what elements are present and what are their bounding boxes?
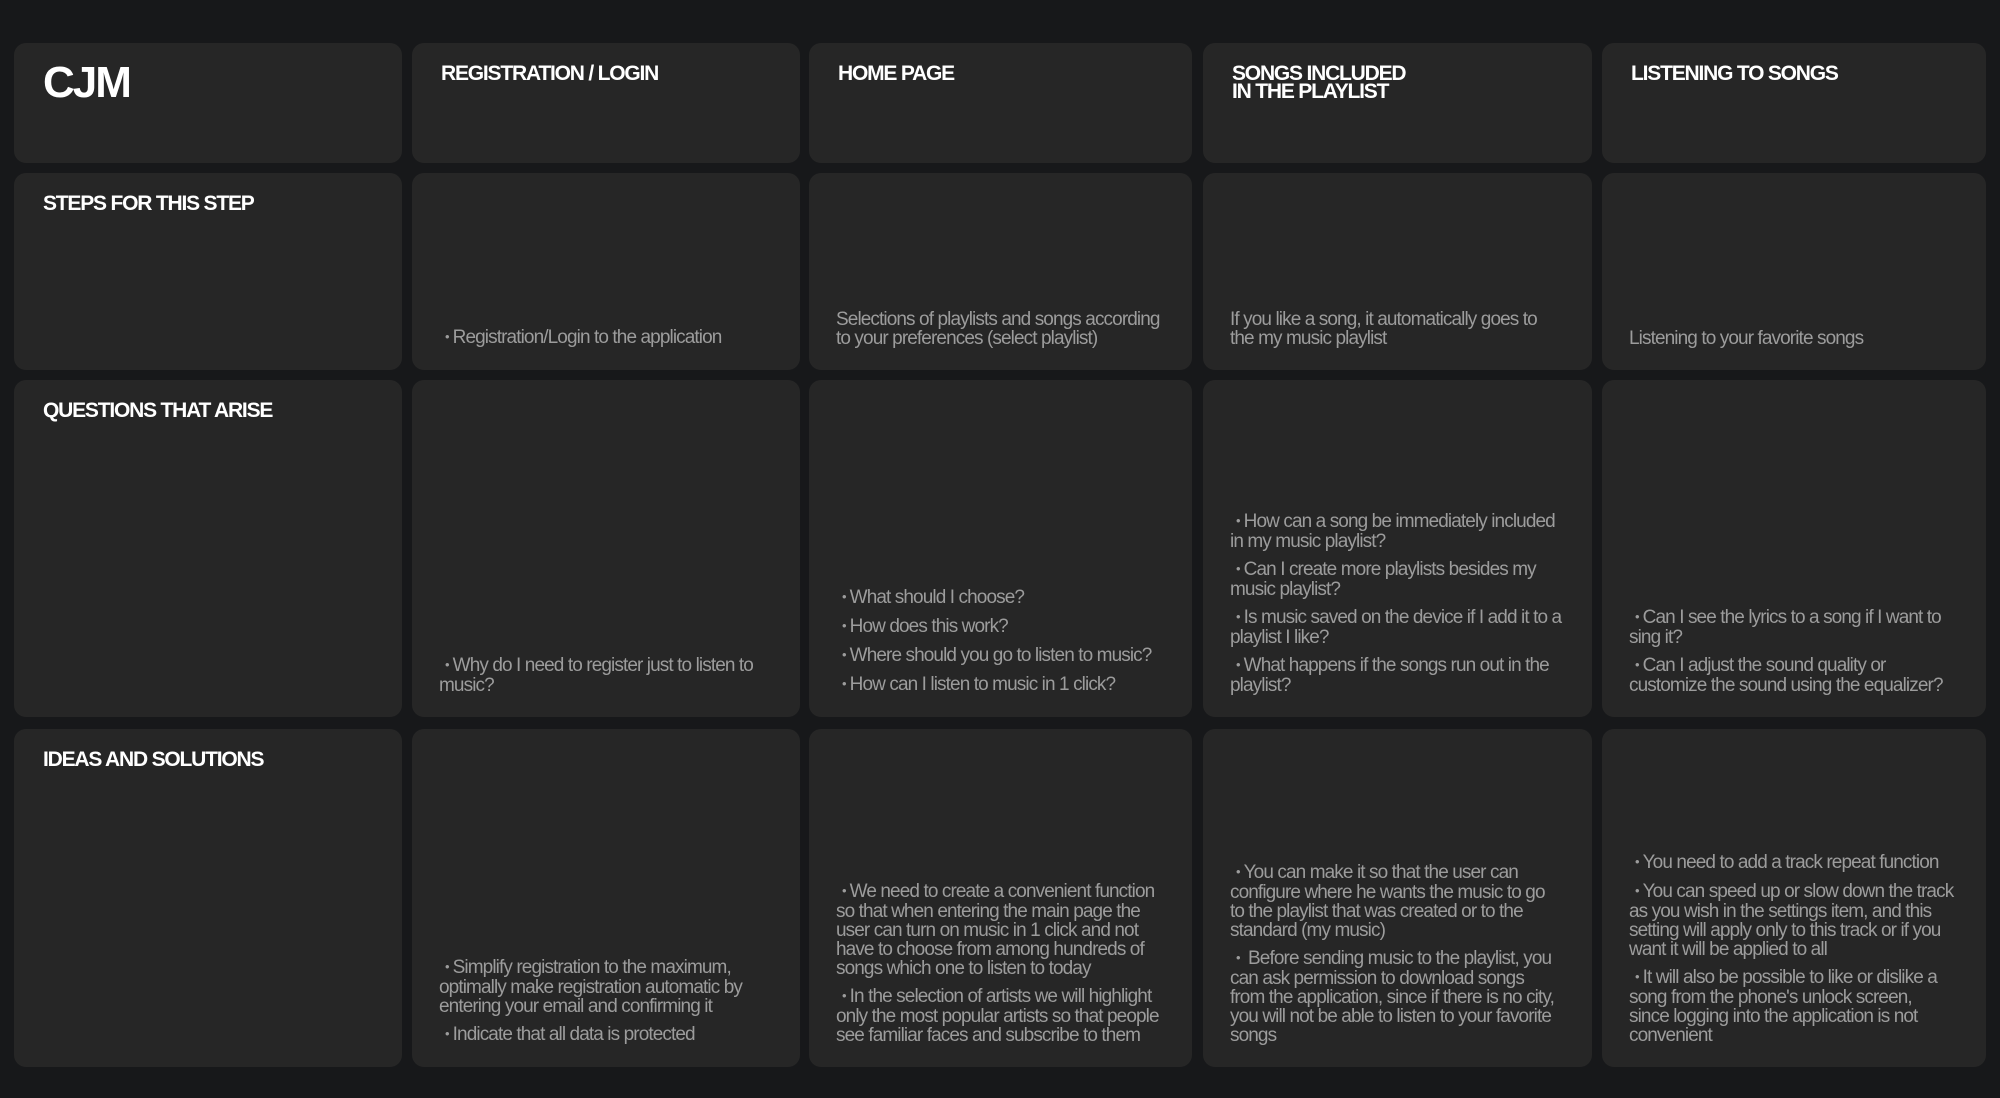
list-item: • Indicate that all data is protected xyxy=(439,1025,770,1045)
steps-content-listening xyxy=(1629,329,1956,348)
steps-cell-home xyxy=(809,173,1192,370)
list-item: • Can I create more playlists besides my music playlist? xyxy=(1230,560,1562,599)
header-cell-songs xyxy=(1203,43,1592,163)
stage-title-registration: REGISTRATION / LOGIN xyxy=(441,62,659,85)
questions-content-registration xyxy=(439,656,770,695)
stage-title-listening: LISTENING TO SONGS xyxy=(1631,62,1838,85)
questions-content-home xyxy=(836,588,1162,695)
questions-cell-songs xyxy=(1203,380,1592,717)
steps-content-registration xyxy=(439,328,770,348)
step-text: If you like a song, it automatically goes to the my music playlist xyxy=(1230,309,1537,349)
list-item: • How can a song be immediately included in my music playlist? xyxy=(1230,512,1562,551)
list-item: • You need to add a track repeat function xyxy=(1629,853,1956,873)
steps-cell-registration xyxy=(412,173,800,370)
ideas-content-songs xyxy=(1230,863,1562,1045)
steps-cell-songs xyxy=(1203,173,1592,370)
list-item: • How can I listen to music in 1 click? xyxy=(836,675,1162,695)
stage-title-home: HOME PAGE xyxy=(838,62,954,85)
questions-cell-registration xyxy=(412,380,800,717)
list-item: • We need to create a convenient function so that when entering the main page the user can turn on music in 1 click and not have to choose from among hundreds of songs which one to listen to today xyxy=(836,882,1162,978)
list-item: • It will also be possible to like or dislike a song from the phone's unlock screen, since logging into the application is not convenient xyxy=(1629,968,1956,1045)
ideas-cell-listening xyxy=(1602,729,1986,1067)
steps-label: STEPS FOR THIS STEP xyxy=(43,192,254,215)
questions-content-listening xyxy=(1629,608,1956,695)
list-item: • You can make it so that the user can configure where he wants the music to go to the playlist that was created or to the standard (my music) xyxy=(1230,863,1562,940)
row-label-ideas xyxy=(14,729,402,1067)
stage-title-songs: SONGS INCLUDED IN THE PLAYLIST xyxy=(1232,62,1406,103)
header-cell-listening xyxy=(1602,43,1986,163)
questions-label: QUESTIONS THAT ARISE xyxy=(43,399,273,422)
list-item: • You can speed up or slow down the track as you wish in the settings item, and this setting will apply only to this track or if you want it will be applied to all xyxy=(1629,882,1956,959)
header-cell-home xyxy=(809,43,1192,163)
list-item: • Can I adjust the sound quality or customize the sound using the equalizer? xyxy=(1629,656,1956,695)
ideas-content-registration xyxy=(439,958,770,1045)
ideas-content-home xyxy=(836,882,1162,1045)
list-item: • Is music saved on the device if I add it to a playlist I like? xyxy=(1230,608,1562,647)
header-cell-cjm xyxy=(14,43,402,163)
questions-cell-home xyxy=(809,380,1192,717)
step-text: Listening to your favorite songs xyxy=(1629,328,1864,349)
ideas-content-listening xyxy=(1629,853,1956,1045)
questions-cell-listening xyxy=(1602,380,1986,717)
step-text: Selections of playlists and songs according to your preferences (select playlist) xyxy=(836,309,1160,349)
list-item: • What should I choose? xyxy=(836,588,1162,608)
ideas-cell-songs xyxy=(1203,729,1592,1067)
list-item: • What happens if the songs run out in the playlist? xyxy=(1230,656,1562,695)
ideas-cell-registration xyxy=(412,729,800,1067)
list-item: • In the selection of artists we will highlight only the most popular artists so that people see familiar faces and subscribe to them xyxy=(836,987,1162,1045)
list-item: • Where should you go to listen to music? xyxy=(836,646,1162,666)
list-item: • Registration/Login to the application xyxy=(439,328,770,348)
steps-content-home xyxy=(836,310,1162,348)
row-label-steps xyxy=(14,173,402,370)
questions-content-songs xyxy=(1230,512,1562,695)
ideas-label: IDEAS AND SOLUTIONS xyxy=(43,748,264,771)
list-item: • Why do I need to register just to listen to music? xyxy=(439,656,770,695)
row-label-questions xyxy=(14,380,402,717)
list-item: • How does this work? xyxy=(836,617,1162,637)
steps-cell-listening xyxy=(1602,173,1986,370)
list-item: • Before sending music to the playlist, you can ask permission to download songs from the application, since if there is no city, you will not be able to listen to your favorite songs xyxy=(1230,949,1562,1045)
steps-content-songs xyxy=(1230,310,1562,348)
ideas-cell-home xyxy=(809,729,1192,1067)
board-title: CJM xyxy=(43,58,130,107)
list-item: • Can I see the lyrics to a song if I want to sing it? xyxy=(1629,608,1956,647)
header-cell-registration xyxy=(412,43,800,163)
list-item: • Simplify registration to the maximum, optimally make registration automatic by entering your email and confirming it xyxy=(439,958,770,1016)
